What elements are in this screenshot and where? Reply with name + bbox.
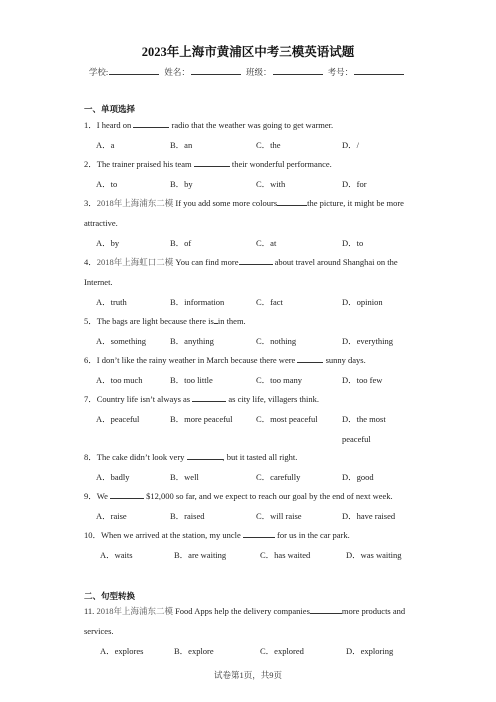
option-d[interactable]: D．have raised bbox=[342, 511, 396, 521]
question-11: 11. 2018年上海浦东二模 Food Apps help the delivery companies more products and services. bbox=[84, 606, 406, 636]
question-5: 5．The bags are light because there is in them. bbox=[84, 316, 246, 326]
options-q3 bbox=[96, 237, 426, 253]
question-6: 6．I don’t like the rainy weather in March because there were sunny days. bbox=[84, 355, 366, 365]
option-d[interactable]: D．/ bbox=[342, 140, 360, 150]
answer-blank bbox=[297, 353, 323, 363]
options-q4 bbox=[96, 296, 426, 312]
answer-blank bbox=[192, 392, 226, 402]
options-q10 bbox=[100, 549, 430, 565]
answer-blank bbox=[187, 450, 223, 460]
option-c[interactable]: C．at bbox=[256, 238, 277, 248]
option-d[interactable]: D．too few bbox=[342, 375, 383, 385]
option-a[interactable]: A．peaceful bbox=[96, 414, 140, 424]
exam-title: 2023年上海市黄浦区中考三模英语试题 bbox=[141, 45, 355, 59]
school-label: 学校: bbox=[88, 67, 109, 77]
options-q8 bbox=[96, 471, 426, 487]
question-3: 3．2018年上海浦东二模 If you add some more colours the picture, it might be more attractive. bbox=[84, 198, 404, 228]
page-footer: 试卷第1页，共9页 bbox=[213, 670, 282, 680]
question-4: 4．2018年上海虹口二模 You can find more about travel around Shanghai on the Internet. bbox=[84, 257, 398, 287]
option-c[interactable]: C．will raise bbox=[256, 511, 302, 521]
class-label: 班级： bbox=[245, 67, 272, 77]
option-d[interactable]: D．was waiting bbox=[346, 550, 402, 560]
question-1: 1．I heard on radio that the weather was going to get warmer. bbox=[84, 120, 334, 130]
option-d[interactable]: D．exploring bbox=[346, 646, 394, 656]
question-7: 7．Country life isn’t always as as city life, villagers think. bbox=[84, 394, 320, 404]
name-label: 姓名： bbox=[164, 67, 190, 77]
option-b[interactable]: B．an bbox=[170, 140, 193, 150]
number-blank[interactable] bbox=[354, 66, 404, 75]
option-a[interactable]: A．badly bbox=[96, 472, 130, 482]
question-10: 10．When we arrived at the station, my uncle for us in the car park. bbox=[84, 530, 350, 540]
option-c[interactable]: C．nothing bbox=[256, 336, 297, 346]
option-b[interactable]: B．raised bbox=[170, 511, 205, 521]
question-8: 8．The cake didn’t look very , but it tasted all right. bbox=[84, 452, 298, 462]
answer-blank bbox=[194, 157, 230, 167]
option-a[interactable]: A．waits bbox=[100, 550, 133, 560]
question-source: 2018年上海浦东二模 bbox=[96, 198, 174, 208]
option-c[interactable]: C．has waited bbox=[260, 550, 311, 560]
options-q2 bbox=[96, 178, 426, 194]
option-d[interactable]: D．opinion bbox=[342, 297, 383, 307]
option-c[interactable]: C．most peaceful bbox=[256, 414, 318, 424]
option-c[interactable]: C．the bbox=[256, 140, 281, 150]
option-d[interactable]: D．the most peaceful bbox=[342, 414, 386, 444]
answer-blank bbox=[239, 255, 273, 265]
option-b[interactable]: B．by bbox=[170, 179, 193, 189]
options-q9 bbox=[96, 510, 426, 526]
class-blank[interactable] bbox=[273, 66, 323, 75]
option-a[interactable]: A．by bbox=[96, 238, 120, 248]
option-b[interactable]: B．anything bbox=[170, 336, 214, 346]
option-a[interactable]: A．truth bbox=[96, 297, 127, 307]
section-heading-single-choice: 一、单项选择 bbox=[84, 104, 136, 114]
option-c[interactable]: C．too many bbox=[256, 375, 303, 385]
option-b[interactable]: B．more peaceful bbox=[170, 414, 233, 424]
answer-blank bbox=[133, 118, 169, 128]
option-d[interactable]: D．everything bbox=[342, 336, 393, 346]
option-a[interactable]: A．a bbox=[96, 140, 115, 150]
option-c[interactable]: C．explored bbox=[260, 646, 304, 656]
option-a[interactable]: A．explores bbox=[100, 646, 144, 656]
number-label: 考号： bbox=[327, 67, 354, 77]
option-a[interactable]: A．too much bbox=[96, 375, 143, 385]
option-d[interactable]: D．good bbox=[342, 472, 374, 482]
answer-blank bbox=[277, 196, 307, 206]
options-q11 bbox=[100, 645, 430, 661]
question-source: 2018年上海浦东二模 bbox=[96, 606, 173, 616]
question-2: 2．The trainer praised his team their wonderful performance. bbox=[84, 159, 332, 169]
option-b[interactable]: B．are waiting bbox=[174, 550, 227, 560]
option-c[interactable]: C．fact bbox=[256, 297, 283, 307]
options-q1 bbox=[96, 139, 426, 155]
section-heading-sentence-transform: 二、句型转换 bbox=[84, 591, 136, 601]
options-q6 bbox=[96, 374, 426, 390]
option-a[interactable]: A．something bbox=[96, 336, 147, 346]
name-blank[interactable] bbox=[191, 66, 241, 75]
question-source: 2018年上海虹口二模 bbox=[96, 257, 174, 267]
option-c[interactable]: C．with bbox=[256, 179, 286, 189]
answer-blank bbox=[243, 528, 275, 538]
answer-blank bbox=[310, 604, 342, 614]
option-b[interactable]: B．well bbox=[170, 472, 199, 482]
option-a[interactable]: A．raise bbox=[96, 511, 127, 521]
option-a[interactable]: A．to bbox=[96, 179, 118, 189]
school-blank[interactable] bbox=[109, 66, 159, 75]
option-b[interactable]: B．of bbox=[170, 238, 192, 248]
option-d[interactable]: D．for bbox=[342, 179, 367, 189]
option-c[interactable]: C．carefully bbox=[256, 472, 301, 482]
question-9: 9．We $12,000 so far, and we expect to reach our goal by the end of next week. bbox=[84, 491, 393, 501]
student-info-line bbox=[0, 66, 496, 78]
option-b[interactable]: B．information bbox=[170, 297, 225, 307]
option-b[interactable]: B．explore bbox=[174, 646, 214, 656]
option-d[interactable]: D．to bbox=[342, 238, 364, 248]
options-q5 bbox=[96, 335, 426, 351]
answer-blank bbox=[110, 489, 144, 499]
option-b[interactable]: B．too little bbox=[170, 375, 213, 385]
options-q7 bbox=[96, 413, 426, 444]
